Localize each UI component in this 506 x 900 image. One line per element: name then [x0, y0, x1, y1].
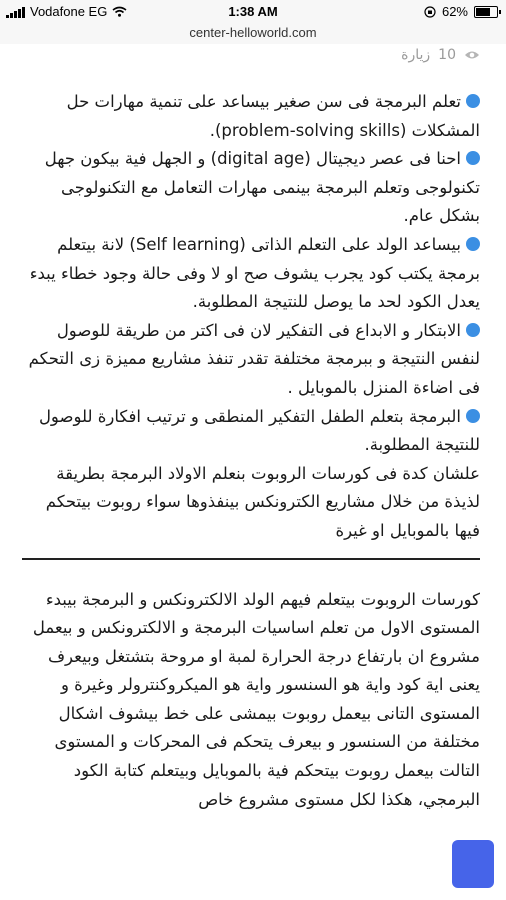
robot-courses-paragraph: كورسات الروبوت بيتعلم فيهم الولد الالكترونكس و البرمجة بيبدء المستوى الاول من تعلم اساسيات البرمجة و الالكترونكس و بيعمل مشروع ان بارتفاع درجة الحرارة لمبة او مروحة بتشتغل وبيعرف يعنى اية كود واية هو السنسور واية هو الميكروكنترولر وغيرة و المستوى التانى بيعمل روبوت بيمشى على خط بيشوف اشكال مختلفة من السنسور و بيعرف يتحكم فى المحركات و المستوى التالت بيعمل روبوت بيتحكم فية بالموبايل وبيتعلم كتابة الكود البرمجي، هكذا لكل مستوى مشروع خاص	[32, 589, 480, 809]
bullet-item	[22, 403, 480, 460]
battery-icon	[474, 6, 498, 18]
bullet-item	[22, 88, 480, 145]
bullet-icon	[466, 409, 480, 423]
status-bar	[0, 0, 506, 24]
bullet-icon	[466, 323, 480, 337]
url-text[interactable]: center-helloworld.com	[189, 25, 317, 40]
views-label: زيارة	[401, 47, 431, 63]
orientation-lock-icon	[424, 6, 436, 18]
bullet-item	[22, 145, 480, 231]
section-divider	[22, 558, 480, 572]
floating-action-button[interactable]	[452, 840, 494, 888]
article-content	[22, 88, 480, 814]
status-time: 1:38 AM	[228, 4, 278, 19]
bullet-item	[22, 317, 480, 403]
bullet-text: بيساعد الولد على التعلم الذاتى (Self learning) لانة بيتعلم برمجة يكتب كود يجرب يشوف صح او لا وفى حالة وجود خطاء يبدء يعدل الكود لحد ما يوصل للنتيجة المطلوبة.	[29, 234, 480, 312]
views-counter	[401, 44, 480, 66]
bullet-icon	[466, 94, 480, 108]
bullet-text: الابتكار و الابداع فى التفكير لان فى اكتر من طريقة للوصول لنفس النتيجة و ببرمجة مختلفة تقدر تنفذ مشاريع مميزة زى التحكم فى اضاءة المنزل بالموبايل .	[28, 320, 480, 397]
closing-paragraph: علشان كدة فى كورسات الروبوت بنعلم الاولاد البرمجة بطريقة لذيذة من خلال مشاريع الكترونكس بينفذوها سواء روبوت بيتحكم فيها بالموبايل او غيرة	[45, 463, 480, 540]
bullet-item	[22, 231, 480, 317]
bullet-icon	[466, 237, 480, 251]
bullet-icon	[466, 151, 480, 165]
bullet-text: احنا فى عصر ديجيتال (digital age) و الجهل فية بيكون جهل تكنولوجى وتعلم البرمجة بينمى مهارات التعامل مع التكنولوجى بشكل عام.	[44, 149, 480, 226]
status-right	[424, 4, 498, 19]
bullet-text: تعلم البرمجة فى سن صغير بيساعد على تنمية مهارات حل المشكلات (problem-solving skills).	[66, 92, 480, 140]
eye-icon	[464, 50, 480, 60]
battery-percent: 62%	[441, 4, 468, 19]
views-count: 10	[438, 47, 456, 63]
address-bar[interactable]	[0, 24, 506, 44]
bullet-text: البرمجة بتعلم الطفل التفكير المنطقى و ترتيب افكارة للوصول للنتيجة المطلوبة.	[38, 406, 480, 455]
carrier-name: Vodafone EG	[30, 4, 108, 19]
